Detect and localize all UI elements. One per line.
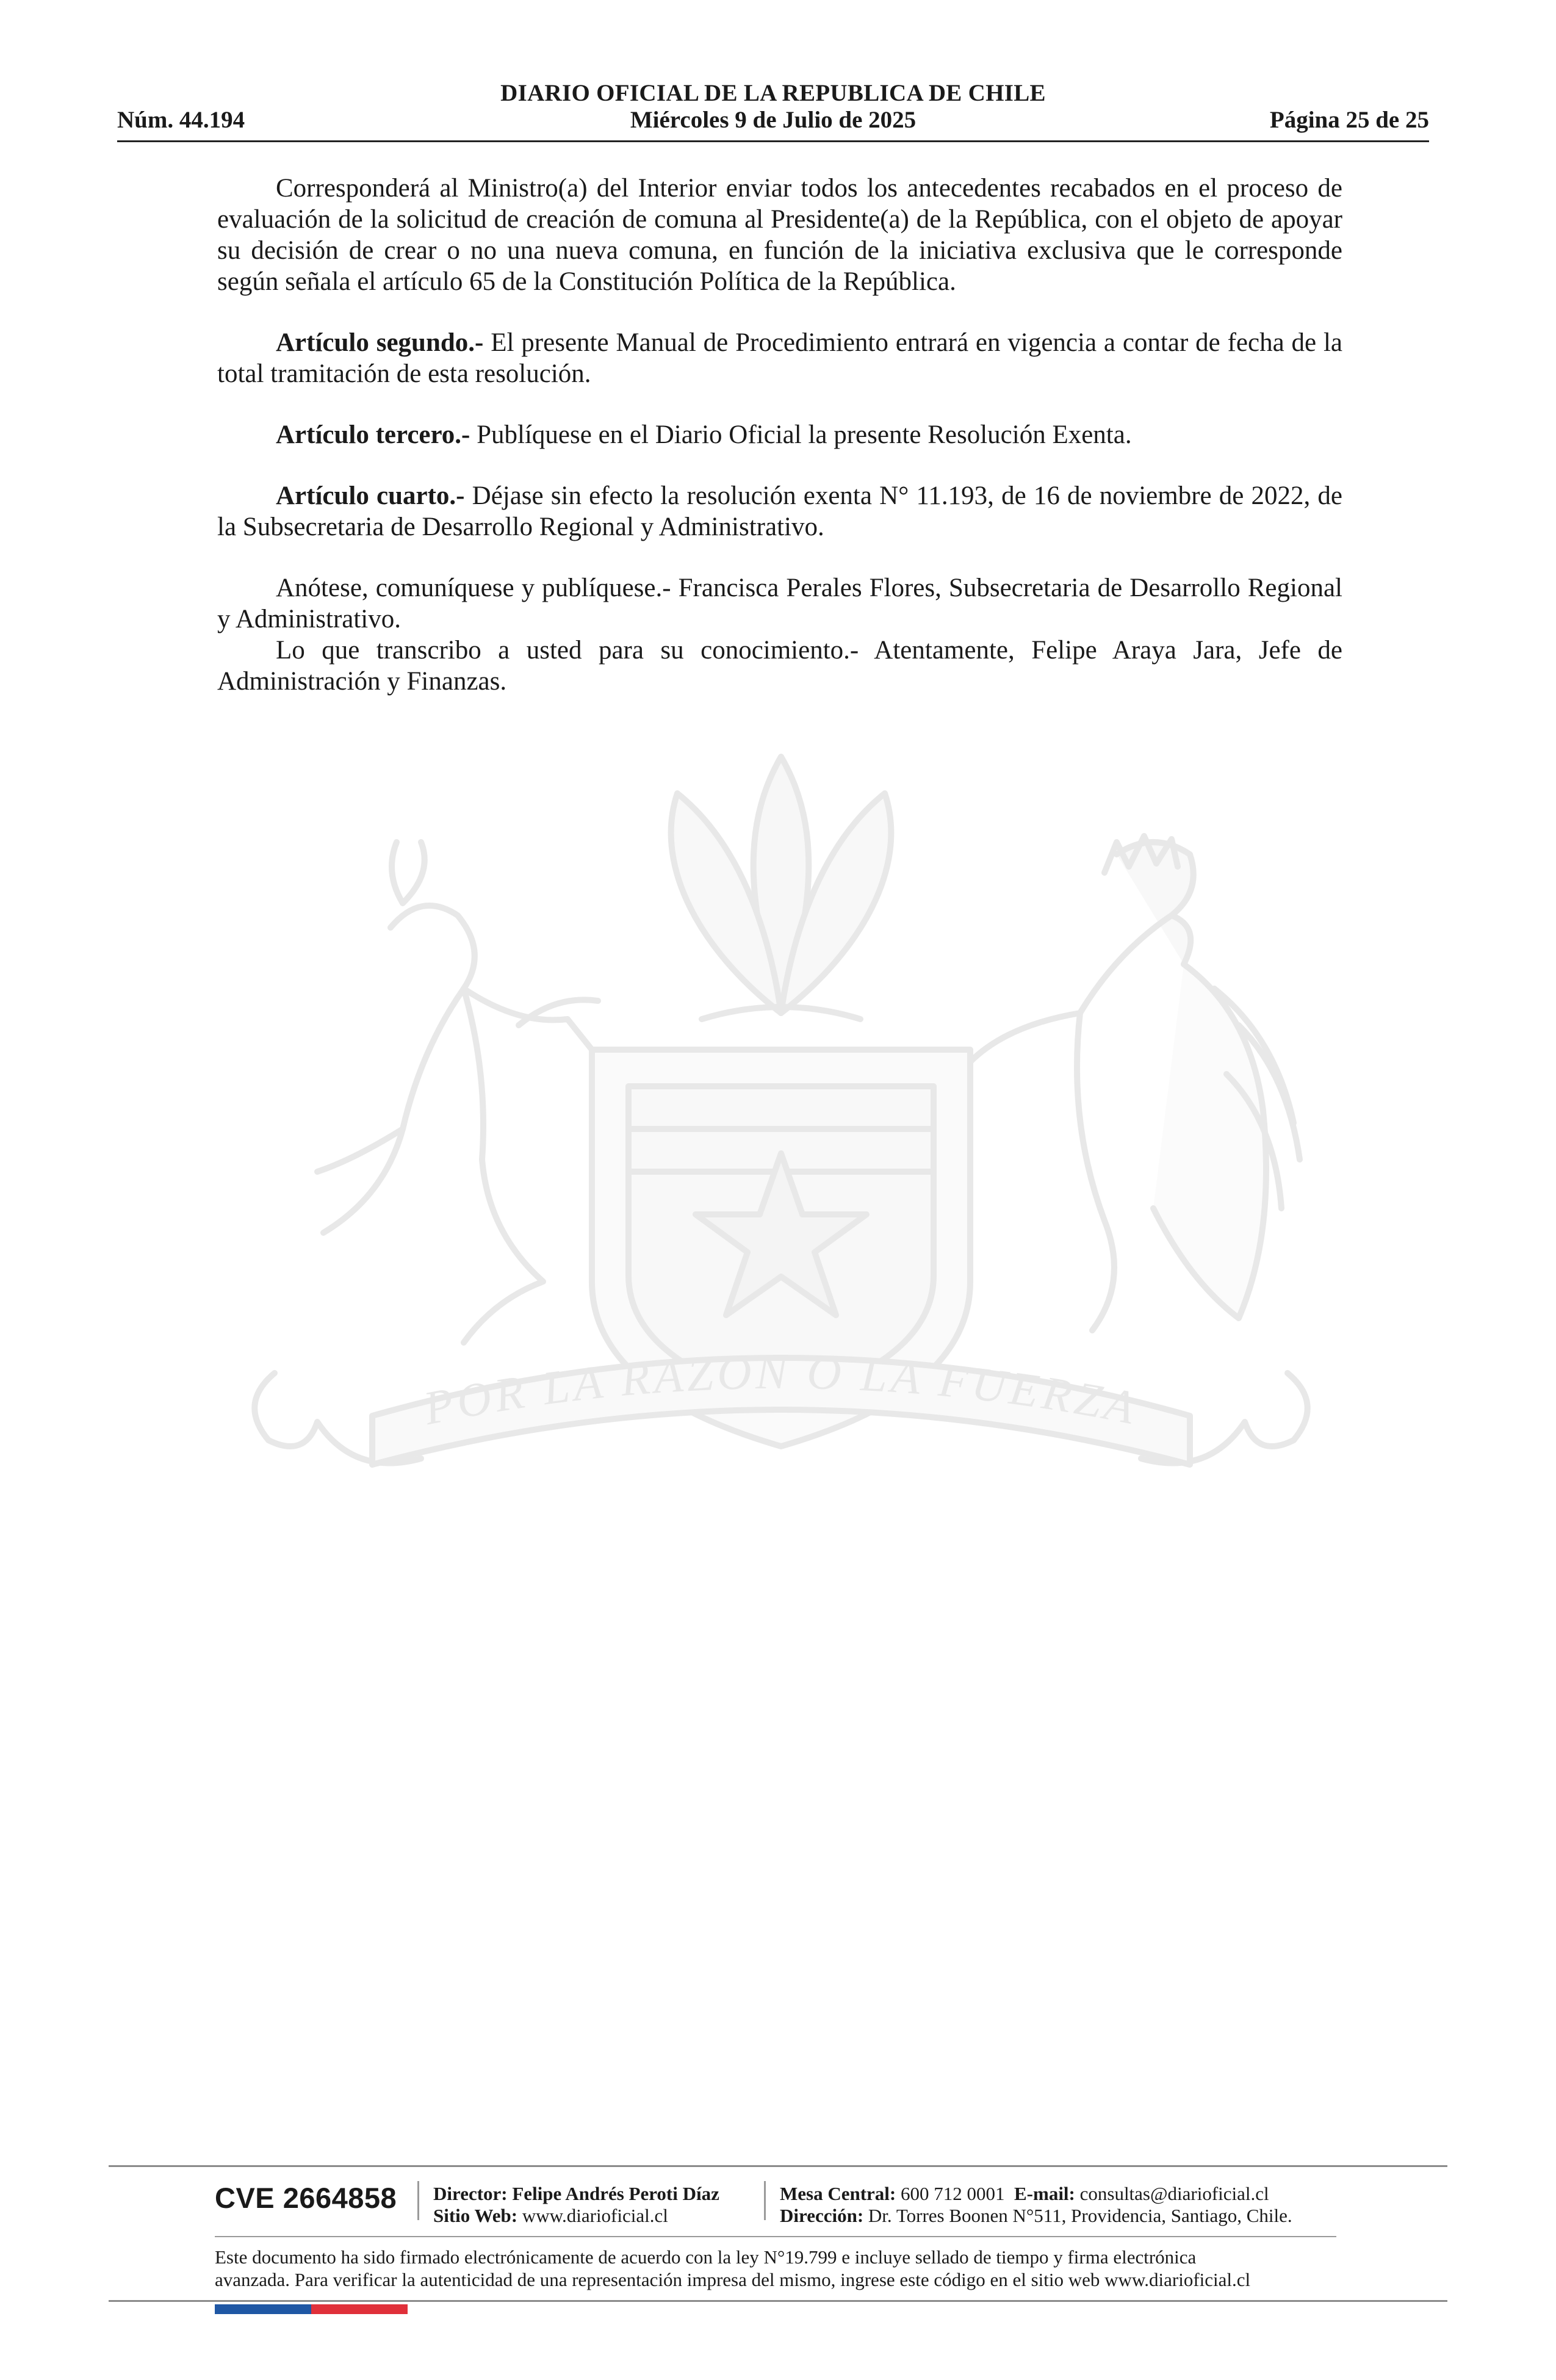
page-number: Página 25 de 25 <box>1269 107 1429 133</box>
flag-stripe-blue <box>215 2304 311 2314</box>
article-cuarto <box>217 480 1342 543</box>
article-text: El presente Manual de Procedimiento entrará en vigencia a contar de fecha de la total tramitación de esta resolución. <box>217 328 1343 388</box>
director-label: Director: <box>433 2183 508 2204</box>
article-text: Déjase sin efecto la resolución exenta N° 11.193, de 16 de noviembre de 2022, de la Subsecretaria de Desarrollo Regional y Administrativo. <box>217 481 1342 541</box>
footer-contact-block <box>780 2183 1292 2227</box>
website-link[interactable]: www.diarioficial.cl <box>522 2205 668 2226</box>
footer-divider-bottom <box>109 2300 1447 2302</box>
address-label: Dirección: <box>780 2205 864 2226</box>
director-name: Felipe Andrés Peroti Díaz <box>512 2183 719 2204</box>
publication-title: DIARIO OFICIAL DE LA REPUBLICA DE CHILE <box>500 80 1046 106</box>
article-label: Artículo segundo.- <box>276 328 484 357</box>
document-body <box>217 173 1342 697</box>
article-label: Artículo tercero.- <box>276 420 470 449</box>
header-divider <box>117 140 1429 142</box>
address-value: Dr. Torres Boonen N°511, Providencia, Santiago, Chile. <box>868 2205 1292 2226</box>
legal-line: avanzada. Para verificar la autenticidad de una representación impresa del mismo, ingrese este código en el sitio web www.diarioficial.cl <box>215 2269 1251 2290</box>
mesa-label: Mesa Central: <box>780 2183 896 2204</box>
cve-code: CVE 2664858 <box>215 2182 397 2214</box>
footer-separator <box>764 2181 766 2220</box>
website-label: Sitio Web: <box>433 2205 518 2226</box>
page-header <box>117 74 1429 142</box>
legal-notice <box>215 2246 1356 2291</box>
footer-director-block <box>433 2183 719 2227</box>
coat-of-arms-watermark <box>201 732 1361 1574</box>
footer-divider-top <box>109 2165 1447 2167</box>
issue-number: Núm. 44.194 <box>117 107 245 133</box>
legal-line: Este documento ha sido firmado electrónicamente de acuerdo con la ley N°19.799 e incluye sellado de tiempo y firma electrónica <box>215 2246 1197 2268</box>
mesa-phone: 600 712 0001 <box>901 2183 1005 2204</box>
article-text: Publíquese en el Diario Oficial la presente Resolución Exenta. <box>470 420 1132 449</box>
transcription-paragraph: Lo que transcribo a usted para su conocimiento.- Atentamente, Felipe Araya Jara, Jefe de Administración y Finanzas. <box>217 636 1342 696</box>
email-label: E-mail: <box>1014 2183 1075 2204</box>
footer-separator <box>417 2181 419 2220</box>
motto-text: POR LA RAZON O LA FUERZA <box>419 1345 1143 1435</box>
closing-paragraph: Anótese, comuníquese y publíquese.- Francisca Perales Flores, Subsecretaria de Desarrollo Regional y Administrativo. <box>217 574 1342 633</box>
publication-date: Miércoles 9 de Julio de 2025 <box>630 107 917 133</box>
footer-divider-mid <box>215 2236 1336 2237</box>
paragraph-ministro: Corresponderá al Ministro(a) del Interior enviar todos los antecedentes recabados en el proceso de evaluación de la solicitud de creación de comuna al Presidente(a) de la República, con el objeto de apoyar su decisión de crear o no una nueva comuna, en función de la iniciativa exclusiva que le corresponde según señala el artículo 65 de la Constitución Política de la República. <box>217 174 1342 296</box>
article-label: Artículo cuarto.- <box>276 481 465 510</box>
article-segundo <box>217 327 1342 389</box>
email-link[interactable]: consultas@diarioficial.cl <box>1079 2183 1269 2204</box>
article-tercero <box>217 419 1342 450</box>
flag-stripe-red <box>311 2304 408 2314</box>
